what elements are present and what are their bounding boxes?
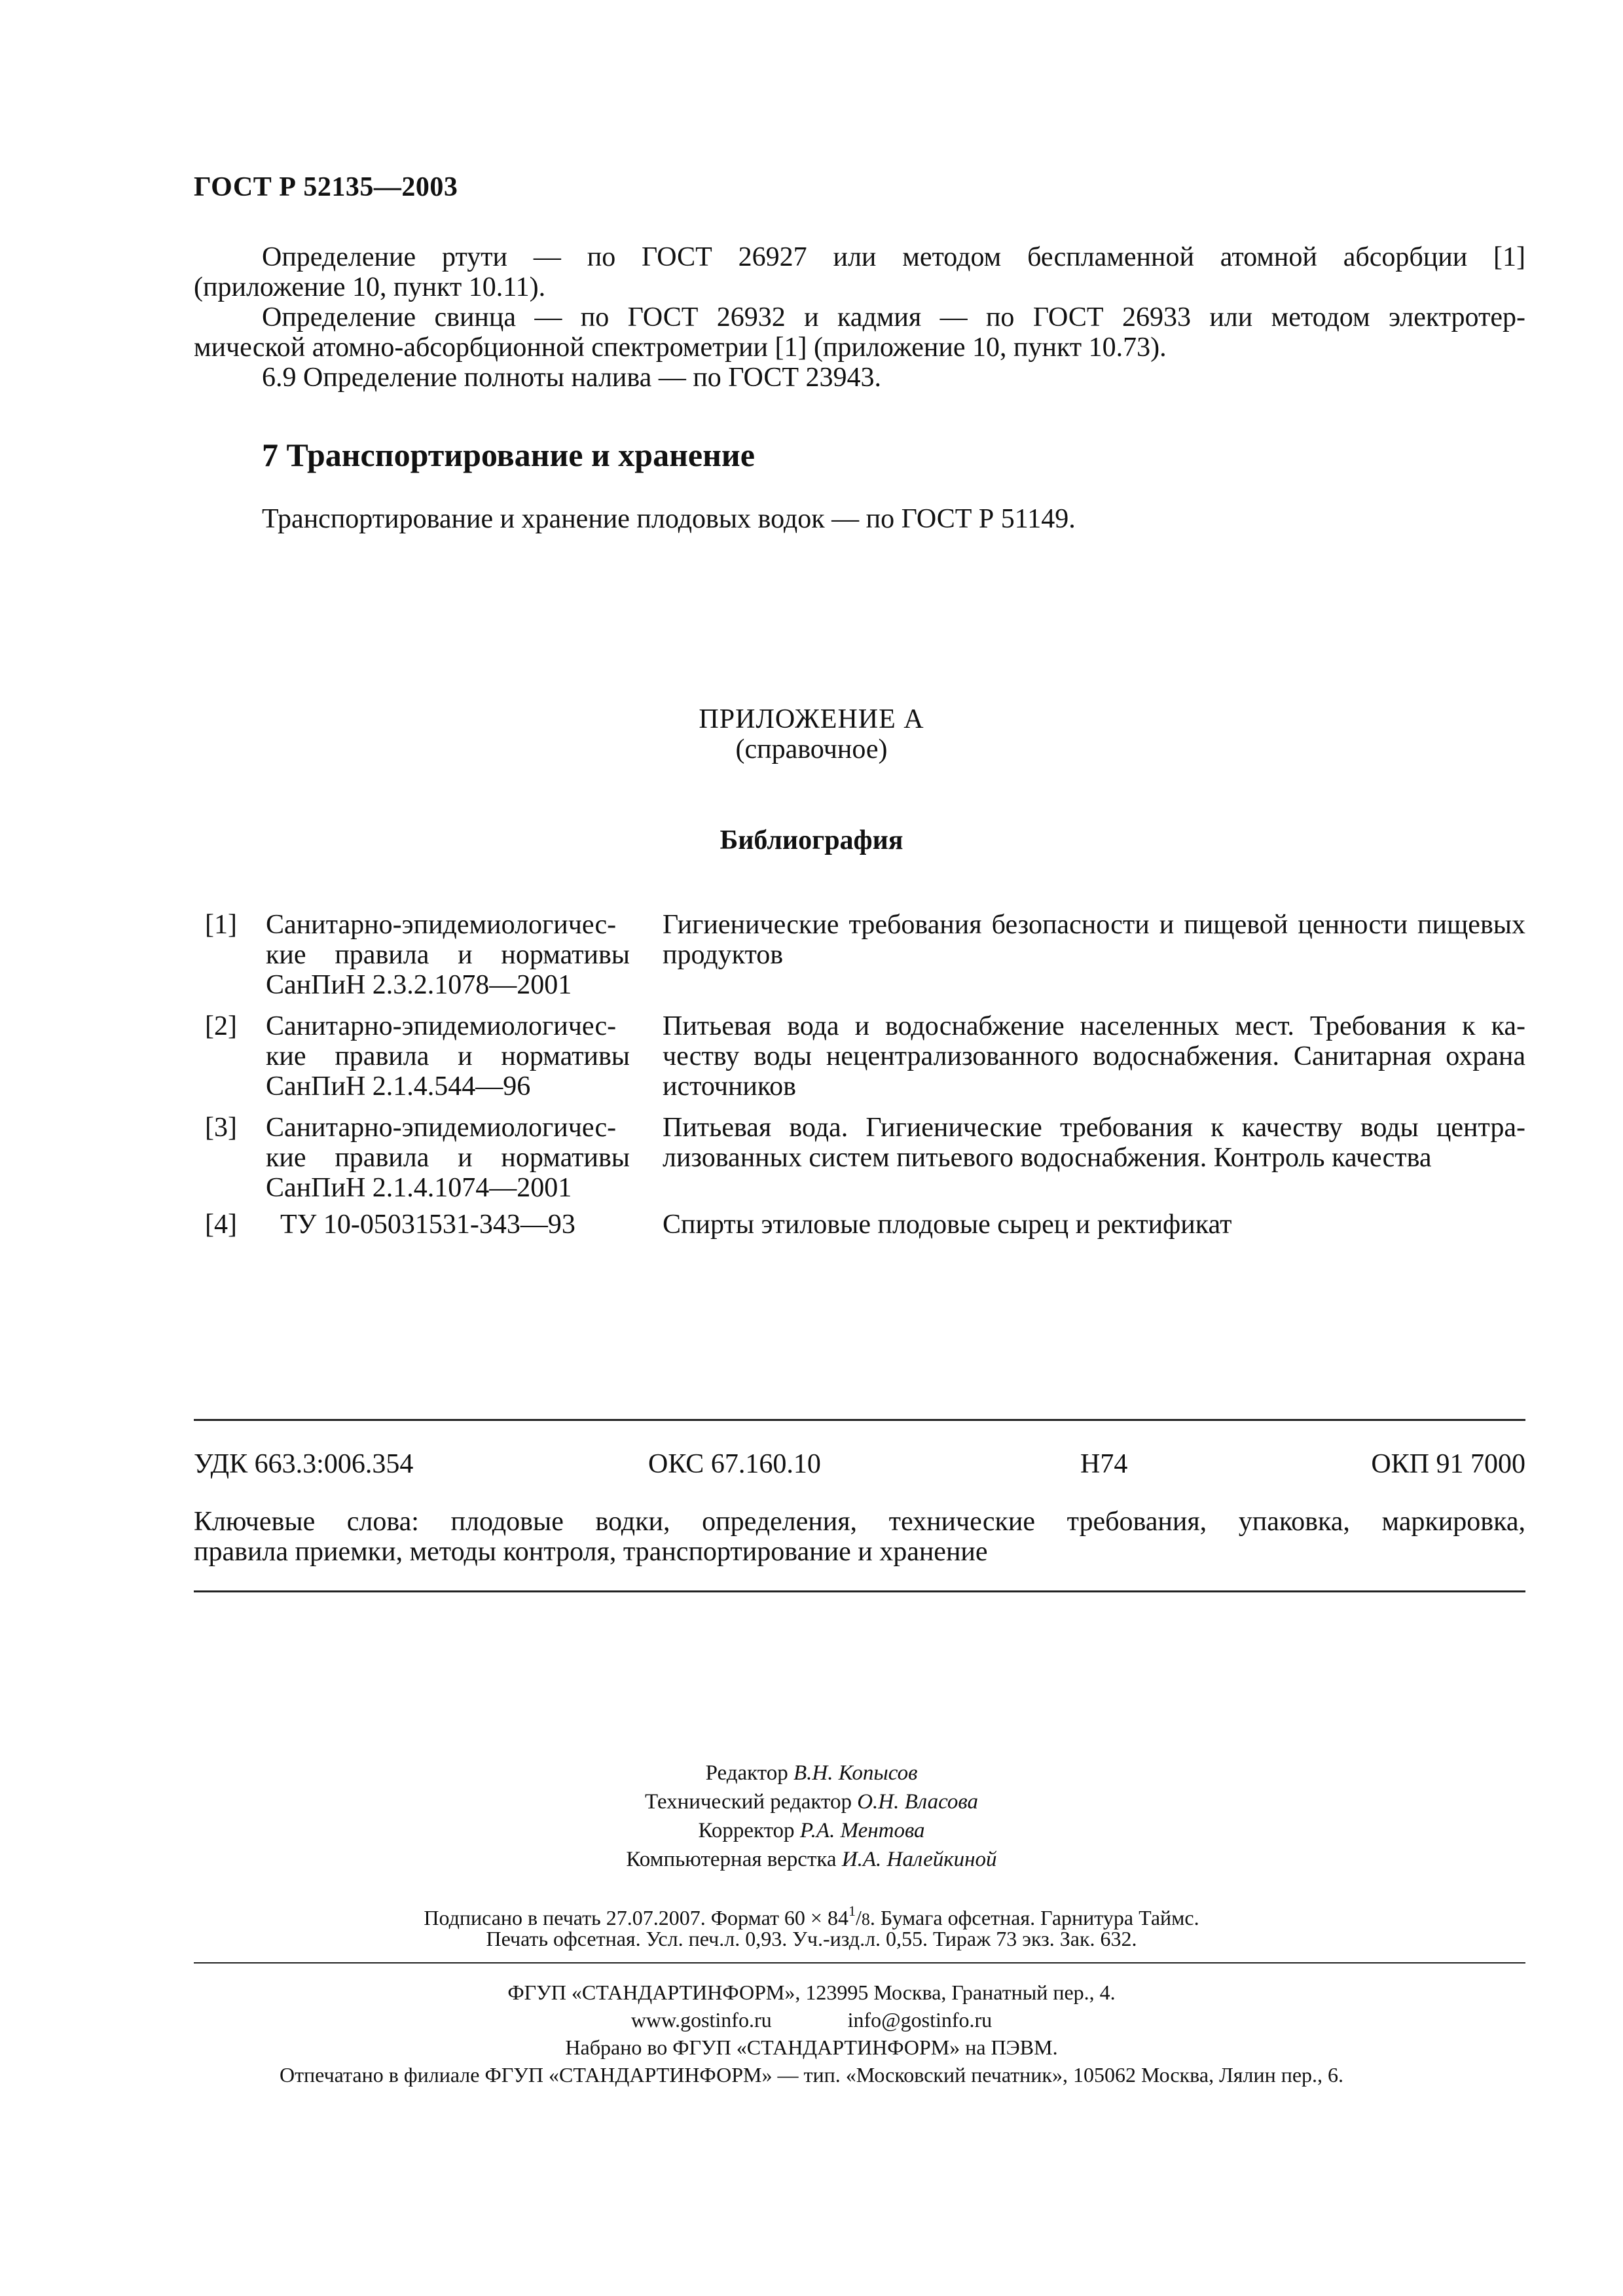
bib-entry-1-source-line1: Санитарно-эпидемиологичес- [266,910,617,940]
bib-entry-3-source-line1: Санитарно-эпидемиологичес- [266,1113,617,1143]
publisher-website: www.gostinfo.ru [630,2008,772,2032]
keywords-line2: правила приемки, методы контроля, транспортирование и хранение [194,1537,988,1567]
publisher-email: info@gostinfo.ru [847,2008,993,2032]
bib-entry-3-desc-line1: Питьевая вода. Гигиенические требования к качеству воды центра- [663,1113,1525,1143]
credit-corrector-name: Р.А. Ментова [799,1819,925,1842]
credit-tech-editor [0,1788,1623,1816]
bib-entry-4-desc-line1: Спирты этиловые плодовые сырец и ректификат [663,1210,1232,1240]
section-7-heading: 7 Транспортирование и хранение [262,437,755,473]
credit-layout-name: И.А. Налейкиной [841,1848,997,1871]
para-lead-line2: мической атомно-абсорбционной спектрометрии [1] (приложение 10, пункт 10.73). [194,332,1167,363]
bib-entry-1-desc-line2: продуктов [663,940,784,970]
bib-entry-4-source-line1: ТУ 10-05031531-343—93 [280,1210,575,1240]
oks-code: ОКС 67.160.10 [648,1449,821,1479]
imprint-line1-sup: 1 [848,1903,856,1919]
bib-entry-1-source-line3: СанПиН 2.3.2.1078—2001 [266,970,572,1000]
bib-entry-2-num: [2] [205,1011,237,1041]
bibliography-title: Библиография [720,825,903,855]
publisher-printed: Отпечатано в филиале ФГУП «СТАНДАРТИНФОРМ» — тип. «Московский печатник», 105062 Москва, Лялин пер., 6. [279,2063,1344,2087]
publisher-typeset: Набрано во ФГУП «СТАНДАРТИНФОРМ» на ПЭВМ. [565,2036,1058,2059]
credit-tech-editor-name: О.Н. Власова [857,1790,979,1814]
bib-entry-2-source [266,1011,630,1102]
imprint-line2: Печать офсетная. Усл. печ.л. 0,93. Уч.-изд.л. 0,55. Тираж 73 экз. Зак. 632. [486,1927,1137,1950]
bib-entry-2-desc-line2: честву воды нецентрализованного водоснабжения. Санитарная охрана [663,1041,1525,1071]
credit-layout [0,1846,1623,1873]
credit-editor-name: В.Н. Копысов [793,1761,918,1785]
credit-editor [0,1759,1623,1787]
imprint-line1-c: . Бумага офсетная. Гарнитура Таймс. [869,1906,1199,1929]
bib-entry-2-source-line2: кие правила и нормативы [266,1041,630,1071]
credit-corrector-label: Корректор [698,1819,795,1842]
para-fill-volume: 6.9 Определение полноты налива — по ГОСТ 23943. [262,363,882,393]
bib-entry-1-desc-line1: Гигиенические требования безопасности и пищевой ценности пищевых [663,910,1525,940]
bib-entry-2-source-line3: СанПиН 2.1.4.544—96 [266,1071,531,1102]
credit-tech-editor-label: Технический редактор [644,1790,852,1814]
bib-entry-3-source [266,1113,630,1203]
annex-subtitle: (справочное) [735,734,888,764]
bib-entry-1-desc [663,910,1525,970]
publisher-contacts [0,2007,1623,2033]
udk-code: УДК 663.3:006.354 [194,1449,414,1479]
bib-entry-3-num: [3] [205,1113,237,1143]
bib-entry-1-source-line2: кие правила и нормативы [266,940,630,970]
bib-entry-2-desc-line1: Питьевая вода и водоснабжение населенных мест. Требования к ка- [663,1011,1525,1041]
keywords-line1: Ключевые слова: плодовые водки, определения, технические требования, упаковка, маркировка, [194,1507,1525,1537]
divider-imprint [194,1962,1525,1964]
divider-top [194,1419,1525,1421]
category-code: Н74 [1080,1449,1128,1479]
divider-keywords [194,1590,1525,1592]
bib-entry-1-source [266,910,630,1000]
bib-entry-1-num: [1] [205,910,237,940]
document-code: ГОСТ Р 52135—2003 [194,172,458,202]
para-lead-line1: Определение свинца — по ГОСТ 26932 и кадмия — по ГОСТ 26933 или методом электротер- [262,302,1525,332]
imprint-line1-sub: 8 [861,1910,870,1929]
credit-layout-label: Компьютерная верстка [626,1848,837,1871]
bib-entry-4-num: [4] [205,1210,237,1240]
bib-entry-3-desc [663,1113,1525,1173]
bib-entry-3-source-line3: СанПиН 2.1.4.1074—2001 [266,1173,572,1203]
credit-corrector [0,1817,1623,1844]
bib-entry-2-desc [663,1011,1525,1102]
annex-title: ПРИЛОЖЕНИЕ А [699,704,924,734]
section-7-text: Транспортирование и хранение плодовых водок — по ГОСТ Р 51149. [262,504,1076,534]
bib-entry-2-desc-line3: источников [663,1071,797,1102]
para-mercury-line2: (приложение 10, пункт 10.11). [194,272,546,302]
publisher-address: ФГУП «СТАНДАРТИНФОРМ», 123995 Москва, Гранатный пер., 4. [507,1981,1116,2004]
imprint-line1-a: Подписано в печать 27.07.2007. Формат 60 × 84 [424,1906,848,1929]
imprint-line1-b: / [855,1906,862,1929]
okp-code: ОКП 91 7000 [1371,1449,1525,1479]
bib-entry-4-desc [663,1210,1525,1240]
bib-entry-3-desc-line2: лизованных систем питьевого водоснабжения. Контроль качества [663,1143,1432,1173]
para-mercury-line1: Определение ртути — по ГОСТ 26927 или методом беспламенной атомной абсорбции [1] [262,242,1525,272]
bib-entry-4-source [280,1210,644,1240]
credit-editor-label: Редактор [705,1761,788,1785]
bib-entry-3-source-line2: кие правила и нормативы [266,1143,630,1173]
bib-entry-2-source-line1: Санитарно-эпидемиологичес- [266,1011,617,1041]
